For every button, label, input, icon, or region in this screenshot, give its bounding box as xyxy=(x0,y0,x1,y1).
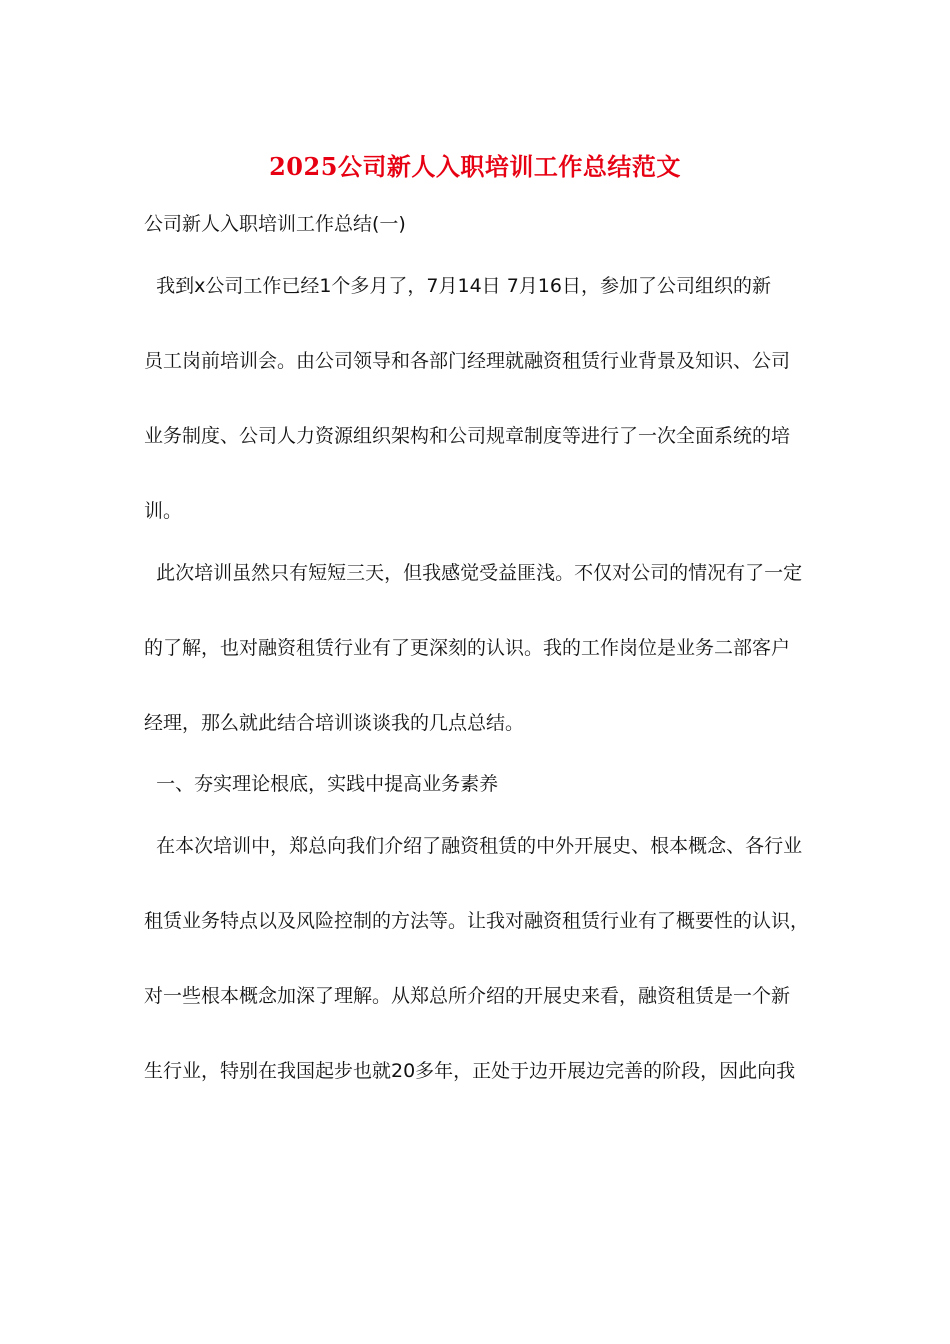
section-heading: 一、夯实理论根底，实践中提高业务素养 xyxy=(144,773,499,795)
paragraph-line: 在本次培训中，郑总向我们介绍了融资租赁的中外开展史、根本概念、各行业 xyxy=(144,835,803,857)
paragraph-line: 我到x公司工作已经1个多月了，7月14日 7月16日，参加了公司组织的新 xyxy=(144,275,771,297)
document-title: 2025公司新人入职培训工作总结范文 xyxy=(269,152,681,181)
paragraph-line: 的了解，也对融资租赁行业有了更深刻的认识。我的工作岗位是业务二部客户 xyxy=(144,637,791,659)
paragraph-line: 员工岗前培训会。由公司领导和各部门经理就融资租赁行业背景及知识、公司 xyxy=(144,350,791,372)
paragraph-line: 业务制度、公司人力资源组织架构和公司规章制度等进行了一次全面系统的培 xyxy=(144,425,791,447)
paragraph-line: 租赁业务特点以及风险控制的方法等。让我对融资租赁行业有了概要性的认识， xyxy=(144,910,810,932)
paragraph-line: 训。 xyxy=(144,500,183,522)
paragraph-line: 生行业，特别在我国起步也就20多年，正处于边开展边完善的阶段，因此向我 xyxy=(144,1060,796,1082)
paragraph-line: 此次培训虽然只有短短三天，但我感觉受益匪浅。不仅对公司的情况有了一定 xyxy=(144,562,803,584)
section-subtitle: 公司新人入职培训工作总结(一) xyxy=(144,213,406,235)
paragraph-line: 经理，那么就此结合培训谈谈我的几点总结。 xyxy=(144,712,525,734)
paragraph-line: 对一些根本概念加深了理解。从郑总所介绍的开展史来看，融资租赁是一个新 xyxy=(144,985,791,1007)
